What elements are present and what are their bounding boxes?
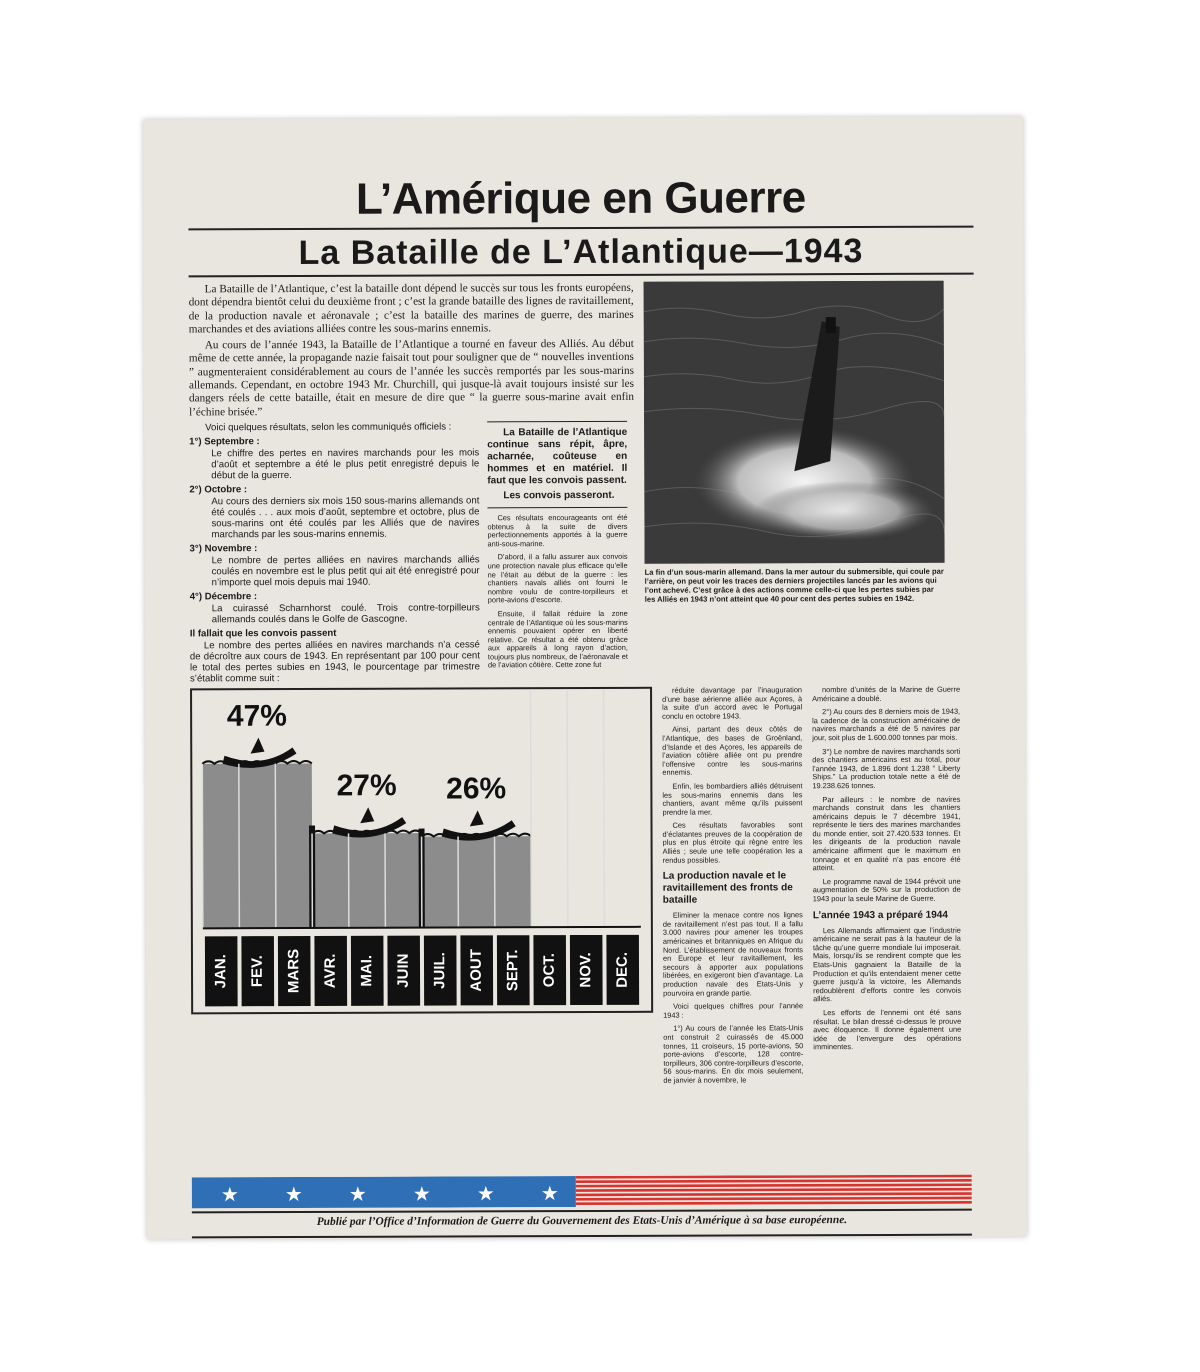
month-gridline [567, 689, 568, 927]
callout-box [487, 421, 627, 508]
intro-paragraph: Au cours de l’année 1943, la Bataille de l’Atlantique a tourné en faveur des Alliés. Au début même de cette année, la propagande nazie faisait tout pour souligner que de “ nouvelles inventions ” augmenteraient considérablement au cours de l’année les succès remportés par les sous-marins allemands. Cependant, en octobre 1943 Mr. Churchill, qui jusque-là avait toujours insisté sur les dangers réels de cette bataille, était en mesure de dire que “ la guerre sous-marine avait enfin l’échine brisée.” [188, 338, 635, 419]
footer-text: Publié par l’Office d’Information de Guerre du Gouvernement des Etats-Unis d’Amérique à sa base européenne. [316, 1214, 848, 1228]
intro-column [189, 282, 635, 685]
submarine-image [644, 281, 945, 564]
month-gridline [275, 764, 276, 928]
middle-text [487, 514, 628, 671]
page-title: L’Amérique en Guerre [355, 173, 806, 224]
flag-stripe [576, 1192, 972, 1196]
photo-caption: La fin d’un sous-marin allemand. Dans la mer autour du submersible, qui coule par l’arrière, on peut voir les traces des derniers projectiles lancés par les avions qui l’ont achevé. C’est grâce à des actions comme celle-ci que les pertes subies par les Alliés en 1943 n’ont atteint que 40 pour cent des pertes subies en 1942. [644, 566, 944, 604]
star-icon: ★ [220, 1182, 239, 1207]
month-label: JAN. [212, 954, 230, 989]
production-column [662, 686, 803, 1090]
col4-paragraph: Le programme naval de 1944 prévoit une augmentation de 50% sur la production de 1943 pour la seule Marine de Guerre. [812, 876, 961, 904]
month-gridline [239, 764, 240, 928]
col4b-paragraph: Les efforts de l’ennemi ont été sans résultat. Le bilan dressé ci-dessus le prouve avec éloquence. Il donne également une idée de l’envergure des opérations imminentes. [813, 1007, 962, 1052]
submarine-photo [644, 281, 945, 564]
month-label: FEV. [248, 955, 266, 988]
col3b-paragraph: Eliminer la menace contre nos lignes de ravitaillement n’est pas tout. Il a fallu 3.000 navires pour amener les troupes américaines et britanniques en Afrique du Nord. L’établissement de nouveaux fronts en Europe et leur ravitaillement, les secours à apporter aux populations libérées, en exigeront bien d’avantage. La production navale des Etats-Unis y pourvoira en grande partie. [662, 910, 804, 998]
quarter-bar [312, 833, 422, 928]
result-text: Le nombre de pertes alliées en navires marchands alliés coulés en novembre est le plus petit qui ait été enregistré pour n’importe quel mois depuis mai 1940. [211, 554, 480, 589]
col3-paragraph: Enfin, les bombardiers alliés détruisent les sous-marins ennemis dans les chantiers, avant même qu’ils puissent prendre la mer. [662, 781, 803, 817]
flag-stripe [576, 1188, 972, 1192]
month-label: MARS [285, 948, 303, 994]
star-icon: ★ [284, 1181, 303, 1207]
result-text: Au cours des derniers six mois 150 sous-marins allemands ont été coulés . . . aux mois d’août, septembre et octobre, plus de sous-marins ont été coulés par les Alliés que de navires marchands par les sous-marins ennemis. [211, 495, 480, 541]
convoy-heading: Il fallait que les convois passent [189, 627, 337, 640]
losses-chart-svg [192, 689, 651, 1013]
ship-funnel-icon [360, 807, 374, 823]
month-label: NOV. [577, 952, 595, 988]
quarter-bar [202, 763, 312, 928]
leaflet-page [143, 116, 1027, 1239]
star-icon: ★ [540, 1181, 559, 1206]
flag-banner [192, 1175, 972, 1209]
callout-text: La Bataille de l’Atlantique continue sans répit, âpre, acharnée, coûteuse en hommes et en matériel. Il faut que les convois passent. [487, 426, 628, 487]
star-icon: ★ [412, 1181, 431, 1206]
leaflet-content [188, 172, 976, 1228]
month-gridline [531, 689, 532, 927]
year-heading: L’année 1943 a préparé 1944 [812, 909, 948, 921]
results-list [189, 421, 480, 684]
bottom-row [190, 686, 976, 1092]
result-heading: 1°) Septembre : [189, 436, 260, 448]
month-gridline [202, 764, 203, 928]
col3b-paragraph: Voici quelques chiffres pour l’année 1943 : [663, 1001, 804, 1020]
flag-stripe [576, 1183, 972, 1187]
star-icon: ★ [476, 1181, 495, 1206]
col4-paragraph: 2°) Au cours des 8 derniers mois de 1943, la cadence de la construction américaine de navires marchands a été de 5 navires par jour, soit plus de 1.600.000 tonnes par mois. [812, 706, 961, 743]
flag-stripe [576, 1175, 972, 1179]
losses-chart [190, 687, 653, 1015]
quarter-bar [422, 836, 532, 927]
result-text: La cuirassé Scharnhorst coulé. Trois contre-torpilleurs allemands coulés dans le Golfe de Gascogne. [211, 602, 480, 626]
flag-stripe [576, 1197, 972, 1201]
ship-funnel-icon [250, 738, 264, 754]
month-label: MAI. [358, 954, 376, 987]
col4-paragraph: nombre d’unités de la Marine de Guerre Américaine a doublé. [812, 684, 961, 703]
month-label: DEC. [613, 951, 631, 988]
result-heading: 3°) Novembre : [189, 543, 258, 555]
ship-funnel-icon [470, 810, 484, 826]
figures-column [812, 686, 961, 1090]
results-row [189, 421, 635, 685]
quarter-percent-label: 27% [336, 769, 397, 803]
month-label: OCT. [540, 952, 558, 988]
col4-paragraph: Par ailleurs : le nombre de navires marchands construit dans les chantiers américains depuis le 7 décembre 1941, représente le tiers des marines marchandes du monde entier, soit 27.420.533 tonnes. Et les dirigeants de la production navale américaine affirment que le maximum en tonnage et en qualité n’a pas encore été atteint. [812, 794, 961, 873]
month-label: JUIL. [431, 952, 449, 989]
result-text: Le chiffre des pertes en navires marchands pour les mois d’août et septembre a été le plus petit enregistré depuis le début de la guerre. [211, 447, 480, 482]
col3-paragraph: réduite davantage par l’inauguration d’une base aérienne alliée aux Açores, à la suite d’un accord avec le Portugal conclu en octobre 1943. [662, 685, 803, 721]
month-label: SEPT. [504, 949, 522, 992]
result-heading: 4°) Décembre : [189, 591, 258, 603]
col3b-paragraph: 1°) Au cours de l’année les Etats-Unis ont construit 2 cuirassés de 45.000 tonnes, 11 croiseurs, 15 porte-avions, 50 porte-avions d’escorte, 128 contre-torpilleurs, 306 contre-torpilleurs d’escorte, 56 sous-marins. En dix mois seulement, de janvier à novembre, le [663, 1023, 804, 1085]
flag-stripe [576, 1179, 972, 1183]
title-rule [188, 226, 973, 231]
flag-blue-field [192, 1176, 576, 1208]
quarter-percent-label: 47% [226, 699, 287, 733]
footer-rule-top [192, 1209, 972, 1214]
callout-column [487, 421, 628, 683]
callout-tail: Les convois passeront. [503, 489, 615, 502]
page-subtitle: La Bataille de L’Atlantique—1943 [298, 232, 864, 272]
intro-paragraph: La Bataille de l’Atlantique, c’est la bataille dont dépend le succès sur tous les fronts européens, dont dépendra bientôt celui du deuxième front ; c’est la grande bataille des lignes de ravitaillement, de la production navale et aéronavale ; c’est la bataille des marines de guerre, des marines marchandes et des aviations alliées contre les sous-marins ennemis. [188, 281, 634, 336]
footer-rule-bottom [192, 1234, 972, 1239]
col3-paragraph: Ces résultats favorables sont d’éclatantes preuves de la coopération de plus en plus étroite qui règne entre les Alliés ; seule une telle coopération les a rendus possibles. [662, 820, 803, 865]
results-intro: Voici quelques résultats, selon les communiqués officiels : [205, 421, 452, 434]
col4-paragraph: 3°) Le nombre de navires marchands sorti des chantiers américains est au total, pour l’année 1943, de 1.896 dont 1.238 “ Liberty Ships.” La production totale nette a été de 19.238.626 tonnes. [812, 746, 961, 791]
col4b-paragraph: Les Allemands affirmaient que l’industrie américaine ne serait pas à la hauteur de la tâche qu’une guerre mondiale lui imposerait. Mais, lorsqu’ils se rendirent compte que les Etats-Unis gagnaient la Bataille de la Production et qu’ils entendaient mener cette guerre jusqu’à la victoire, les Allemands redoublèrent d’efforts contre les convois alliés. [812, 925, 962, 1004]
middle-paragraph: Ces résultats encourageants ont été obtenus à la suite de divers perfectionnements apportés à la guerre anti-sous-marine. [487, 512, 628, 549]
star-icon: ★ [348, 1181, 367, 1206]
month-gridline [604, 689, 605, 927]
photo-column [644, 281, 945, 683]
middle-paragraph: D’abord, il a fallu assurer aux convois une protection navale plus efficace qu’elle ne l’était au début de la guerre : les chantiers navals alliés ont fourni le nombre voulu de contre-torpilleurs et porte-avions d’escorte. [487, 552, 628, 605]
top-row [189, 281, 975, 685]
result-heading: 2°) Octobre : [189, 484, 248, 496]
flag-stripe [576, 1201, 972, 1205]
production-heading: La production navale et le ravitaillement des fronts de bataille [662, 870, 793, 906]
convoy-text: Le nombre des pertes alliées en navires marchands n’a cessé de décroître aux cours de 1943. En représentant par 100 pour cent le total des pertes subies en 1943, le pourcentage par trimestre s’établit comme suit : [189, 639, 480, 685]
subtitle-rule [189, 273, 974, 278]
quarter-percent-label: 26% [446, 772, 507, 806]
month-label: AOUT [467, 949, 485, 992]
middle-paragraph: Ensuite, il fallait réduire la zone centrale de l’Atlantique où les sous-marins ennemis pouvaient opérer en liberté relative. Ce résultat a été obtenu grâce aux appareils à long rayon d’action, toujours plus nombreux, de l’aéronavale et de l’aviation côtière. Cette zone fut [487, 608, 628, 670]
col3-paragraph: Ainsi, partant des deux côtés de l’Atlantique, des bases de Groënland, d’Islande et des Açores, les appareils de l’aviation côtière alliée ont pu prendre l’offensive contre les sous-marins ennemis. [662, 724, 803, 778]
month-label: JUIN [394, 953, 412, 988]
month-label: AVR. [321, 953, 339, 989]
